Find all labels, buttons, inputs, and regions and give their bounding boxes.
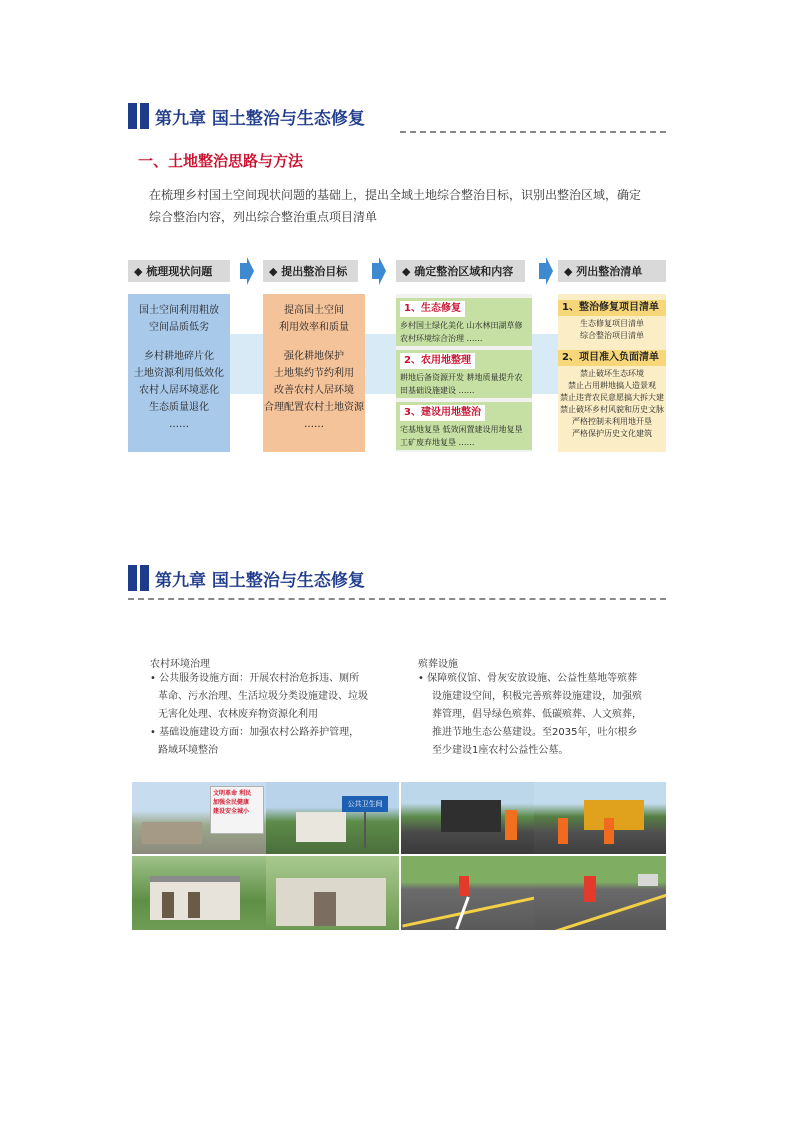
public-toilet-photo — [266, 782, 399, 854]
goal-item: 提高国土空间 — [284, 305, 344, 316]
lists-box — [558, 294, 666, 452]
area-build — [396, 402, 532, 450]
goal-item: 合理配置农村土地资源 — [264, 402, 364, 413]
problem-item: 空间品质低劣 — [149, 322, 209, 333]
area-farm — [396, 350, 532, 398]
list-item: 综合整治项目清单 — [580, 331, 644, 340]
road-paving-photo — [401, 782, 534, 854]
toilet-sign: 公共卫生间 — [342, 796, 388, 812]
problem-item: 农村人居环境恶化 — [139, 385, 219, 396]
wall-slogan: 文明革命 利民 — [213, 790, 252, 797]
step-header-2: ◆ 提出整治目标 — [263, 260, 358, 282]
text-line: 至少建设1座农村公益性公墓。 — [432, 745, 569, 756]
list-heading: 2、项目准入负面清单 — [562, 352, 659, 363]
goal-item: 利用效率和质量 — [279, 322, 349, 333]
area-label: 3、建设用地整治 — [400, 405, 485, 421]
toilet-building-photo — [132, 856, 266, 930]
rural-env-text — [150, 670, 410, 760]
area-eco — [396, 298, 532, 346]
problem-item: 国土空间利用粗放 — [139, 305, 219, 316]
list-item: 生态修复项目清单 — [580, 319, 644, 328]
text-line: 设施建设空间，积极完善殡葬设施建设，加强殡 — [432, 691, 642, 702]
funeral-text — [418, 670, 666, 760]
chapter-title: 第九章 国土整治与生态修复 — [155, 570, 365, 591]
text-line: • 基础设施建设方面：加强农村公路养护管理， — [150, 727, 360, 738]
chapter-header-2 — [128, 565, 365, 591]
list-item: 禁止破坏生态环境 — [580, 369, 644, 378]
goals-box — [263, 294, 365, 452]
chapter-header-1 — [128, 103, 365, 129]
funeral-title: 殡葬设施 — [418, 659, 458, 670]
goal-item: …… — [304, 419, 324, 430]
goal-item: 改善农村人居环境 — [274, 385, 354, 396]
problem-item: …… — [169, 419, 189, 430]
list-item: 严格保护历史文化建筑 — [572, 429, 652, 438]
text-line: 葬管理，倡导绿色殡葬、低碳殡葬、人文殡葬， — [432, 709, 642, 720]
rural-env-title: 农村环境治理 — [150, 659, 210, 670]
text-line: • 公共服务设施方面：开展农村治危拆违、厕所 — [150, 673, 360, 684]
area-text: 耕地后备资源开发 耕地质量提升农 — [400, 373, 523, 382]
list-item: 禁止占用耕地搞人造景观 — [568, 381, 656, 390]
wall-slogan: 加强全民健康 — [213, 799, 250, 806]
area-text: 工矿废弃地复垦 …… — [400, 438, 475, 447]
header-divider — [128, 598, 666, 600]
step-header-1: ◆ 梳理现状问题 — [128, 260, 230, 282]
text-line: 革命、污水治理、生活垃圾分类设施建设、垃圾 — [158, 691, 368, 702]
text-line: 推进节地生态公墓建设。至2035年，吐尔根乡 — [432, 727, 638, 738]
problems-box — [128, 294, 230, 452]
arrow-right-icon — [240, 257, 254, 285]
step-header-4: ◆ 列出整治清单 — [558, 260, 666, 282]
area-text: 农村环境综合治理 …… — [400, 334, 483, 343]
intro-paragraph: 在梳理乡村国土空间现状问题的基础上，提出全域土地综合整治目标，识别出整治区域，确定综合整治内容，列出综合整治重点项目清单 — [149, 188, 642, 224]
problem-item: 生态质量退化 — [149, 402, 209, 413]
arrow-right-icon — [372, 257, 386, 285]
arrow-right-icon — [539, 257, 553, 285]
areas-box — [396, 294, 532, 452]
area-text: 田基础设施建设 …… — [400, 386, 475, 395]
village-wall-photo — [132, 782, 266, 854]
sanitation-building-photo — [266, 856, 399, 930]
road-cleaning-photo — [534, 856, 666, 930]
road-maintenance-photo — [534, 782, 666, 854]
text-line: 路域环境整治 — [158, 745, 218, 756]
header-divider — [400, 131, 666, 133]
wall-slogan: 建设安全城小 — [213, 808, 250, 815]
list-item: 严格控制未利用地开垦 — [572, 417, 652, 426]
text-line: 无害化处理、农林废弃物资源化利用 — [158, 709, 318, 720]
list-heading: 1、整治修复项目清单 — [562, 302, 659, 313]
section-heading: 一、土地整治思路与方法 — [138, 152, 304, 170]
goal-item: 强化耕地保护 — [284, 351, 344, 362]
chapter-title: 第九章 国土整治与生态修复 — [155, 108, 365, 129]
list-item: 禁止违背农民意愿搞大拆大建 — [560, 393, 664, 402]
chapter-bars-icon — [128, 565, 149, 591]
area-label: 2、农用地整理 — [400, 353, 475, 369]
road-marking-photo — [401, 856, 534, 930]
text-line: • 保障殡仪馆、骨灰安放设施、公益性墓地等殡葬 — [418, 673, 638, 684]
step-header-3: ◆ 确定整治区域和内容 — [396, 260, 525, 282]
problem-item: 土地资源利用低效化 — [134, 368, 224, 379]
problem-item: 乡村耕地碎片化 — [144, 351, 214, 362]
goal-item: 土地集约节约利用 — [274, 368, 354, 379]
area-text: 乡村国土绿化美化 山水林田湖草修 — [400, 321, 523, 330]
area-label: 1、生态修复 — [400, 301, 465, 317]
chapter-bars-icon — [128, 103, 149, 129]
area-text: 宅基地复垦 低效闲置建设用地复垦 — [400, 425, 523, 434]
list-item: 禁止破坏乡村风貌和历史文脉 — [560, 405, 664, 414]
